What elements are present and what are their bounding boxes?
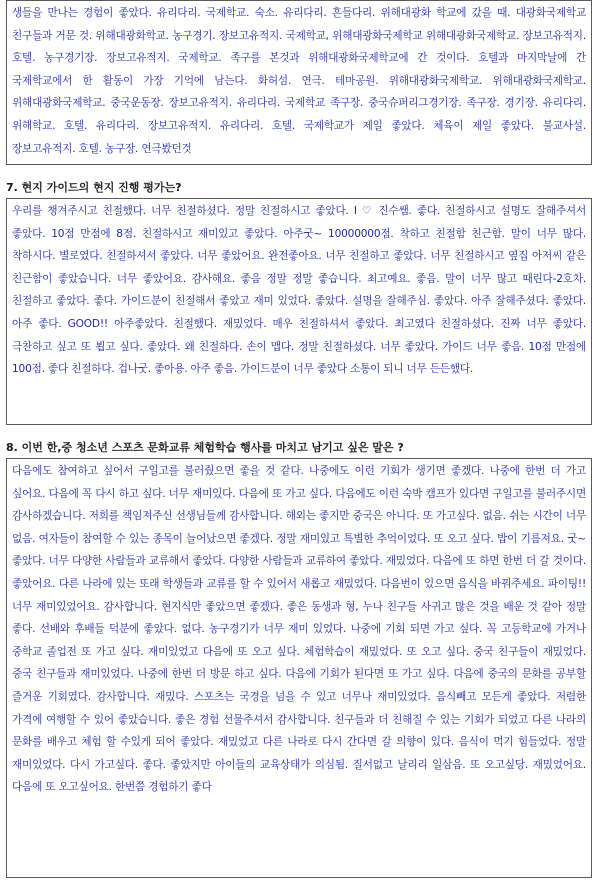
answer-text-q6: 생들을 만나는 경험이 좋았다. 유리다리. 국제학교. 숙소. 유리다리. 흔들다리. 위해대광화 학교에 갔을 때. 대광화국제학교 친구들과 거문 것. 위해대광화학교. 농구경기. 장보고유적지. 국제학교, 위해대광화국제학교 위해대광화국제학교. 장보고유적지. 호텔. 농구경기장. 장보고유적지. 국제학교. 족구를 본것과 위해대광화국제학교에 간 것이다. 호텔과 마지막날에 간 국제학교에서 한 활동이 가장 기억에 남는다. 화허섬. 연극. 테마공원. 위해대광화국제학교. 위해대광화국제학교. 위해대광화국제학교. 중국운동장. 장보고유적지. 유리다리. 국제학교 족구장. 중국슈퍼리그경기장. 족구장. 경기장. 유리다리. 위해학교. 호텔. 유리다리. 장보고유적지. 유리다리. 호텔. 국제학교가 제일 좋았다. 체육이 제일 좋았다. 불교사설. 장보고유적지. 호텔. 농구장. 연극봤던것 [12,7,586,155]
answer-box-q6 [6,0,592,165]
question-8-heading: 8. 이번 한,중 청소년 스포츠 문화교류 체험학습 행사를 마치고 남기고 싶은 말은 ? [6,441,404,454]
answer-text-q7: 우리를 챙겨주시고 친절했다. 너무 친절하셨다. 정말 친절하시고 좋았다. I ♡ 진수쌤. 좋다. 친절하시고 설명도 잘해주셔서 좋았다. 10점 만점에 8점. 친절하시고 재미있고 좋았다. 아주굿~ 10000000점. 착하고 친절함 친근함. 말이 너무 많다. 착하시다. 별로였다. 친절하셔서 좋았다. 너무 좋았어요. 완전좋아요. 너무 친절하고 좋았다. 너무 친절하시고 옆집 아저씨 같은 친근함이 좋았습니다. 너무 좋았어요. 감사해요. 좋음 정말 정말 좋습니다. 최고예요. 좋음. 말이 너무 많고 때린다-2호차. 친절하고 좋았다. 좋다. 가이드분이 친절해서 좋았고 재미 있었다. 좋았다. 설명을 잘해주심. 좋았다. 아주 잘해주셨다. 좋았다. 아주 좋다. GOOD!! 아주좋았다. 친절했다. 재밌었다. 매우 친절하셔서 좋았다. 최고였다 친절하셨다. 진짜 너무 좋았다. 극찬하고 싶고 또 뵙고 싶다. 좋았다. 왜 친절하다. 손이 맵다. 정말 친절하셨다. 너무 좋았다. 가이드 너무 좋음. 10점 만점에 100점. 좋다 친절하다. 겁나굿. 좋아용. 아주 좋음. 가이드분이 너무 좋았다 소통이 되니 너무 든든했다. [12,205,586,376]
answer-box-q8 [6,458,592,878]
answer-box-q7 [6,198,592,425]
question-7-heading: 7. 현지 가이드의 현지 진행 평가는? [6,181,182,194]
answer-text-q8: 다음에도 참여하고 싶어서 구일고를 불러줬으면 좋을 것 같다. 나중에도 이런 기회가 생기면 좋겠다. 나중에 한번 더 가고 싶어요. 다음에 꼭 다시 하고 싶다. 너무 재미있다. 다음에 또 가고 싶다. 다음에도 이런 숙박 캠프가 있다면 구일고를 불러주시면 감사하겠습니다. 저희를 책임져주신 선생님들께 감사합니다. 해외는 좋지만 중국은 아니다. 또 가고싶다. 없음. 쉬는 시간이 너무 없음. 여자들이 참여할 수 있는 종목이 늘어났으면 좋겠다. 정말 재미있고 특별한 추억이었다. 또 오고 싶다. 밥이 기름져요. 굿~ 좋았다. 너무 다양한 사람들과 교류해서 좋았다. 다양한 사람들과 교류하여 좋았다. 재밌었다. 다음에 또 하면 한번 더 갈 것이다. 좋았어요. 다른 나라에 있는 또래 학생들과 교류를 할 수 있어서 새롭고 재밌었다. 다음번이 있으면 음식을 바꿔주세요. 파이팅!! 너무 재미있었어요. 감사합니다. 현지식만 좋았으면 좋겠다. 좋은 동생과 형, 누나 친구들 사귀고 많은 것을 배운 것 같아 정말 좋다. 선배와 후배들 덕분에 좋았다. 없다. 농구경기가 너무 재미 있었다. 나중에 기회 되면 가고 싶다. 꼭 고등학교에 가거나 중학교 졸업전 또 가고 싶다. 재미있었고 다음에 또 오고 싶다. 체험학습이 재밌었다. 또 오고 싶다. 중국 친구들이 재밌었다. 중국 친구들과 재미있었다. 나중에 한번 더 방문 하고 싶다. 다음에 기회가 된다면 또 가고 싶다. 다음에 중국의 문화를 공부할 즐거운 기회였다. 감사합니다. 재밌다. 스포츠는 국경을 넘을 수 있고 너무나 재미있었다. 음식빼고 모든게 좋았다. 저렴한 가격에 여행할 수 있어 좋았습니다. 좋은 경험 선물주셔서 감사합니다. 친구들과 더 친해질 수 있는 기회가 되었고 다른 나라의 문화를 배우고 체험 할 수있게 되어 좋았다. 재밌었고 다른 나라로 다시 간다면 갈 의향이 있다. 음식이 먹기 힘들었다. 정말 재미있었다. 다시 가고싶다. 좋다. 좋았지만 아이들의 교육상태가 의심됨. 질서없고 날리리 일삼음. 또 오고싶당. 재밌었어요. 다음에 또 오고싶어요. 한번쯤 경험하기 좋다 [12,465,586,794]
